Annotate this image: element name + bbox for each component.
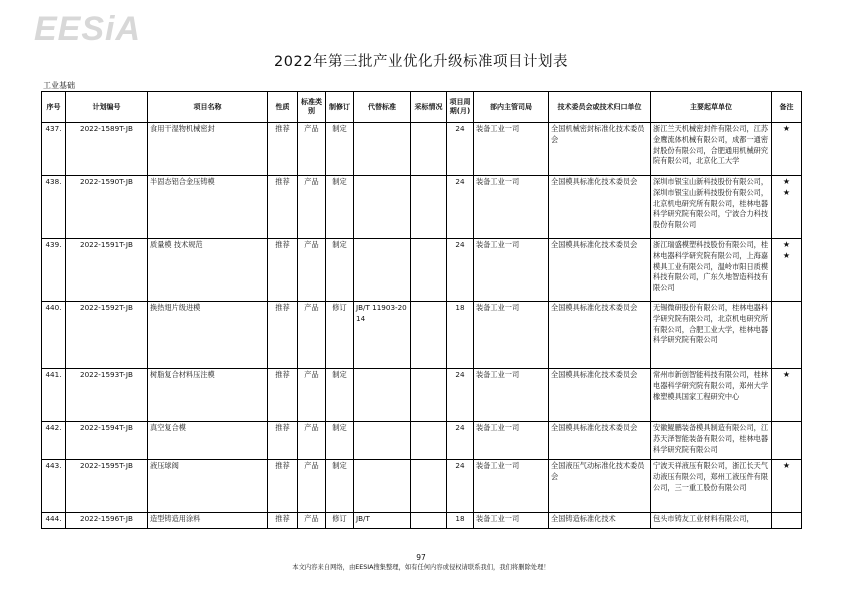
row-number: 443. bbox=[42, 460, 66, 513]
plan-number: 2022-1590T-JB bbox=[66, 176, 148, 239]
page-title: 2022年第三批产业优化升级标准项目计划表 bbox=[274, 54, 568, 70]
standard-type: 产品 bbox=[298, 460, 326, 513]
standards-table bbox=[41, 91, 802, 529]
section-label: 工业基础 bbox=[43, 81, 75, 90]
plan-number: 2022-1593T-JB bbox=[66, 369, 148, 422]
standard-type: 产品 bbox=[298, 302, 326, 369]
table-row bbox=[42, 460, 802, 513]
note-star: ★ bbox=[772, 369, 802, 422]
nature-cell: 推荐 bbox=[268, 176, 298, 239]
replaced-standard bbox=[354, 123, 411, 176]
replaced-standard bbox=[354, 460, 411, 513]
standard-type: 产品 bbox=[298, 369, 326, 422]
technical-committee: 全国模具标准化技术委员会 bbox=[549, 369, 651, 422]
project-name: 换热翅片级进模 bbox=[148, 302, 268, 369]
nature-cell: 推荐 bbox=[268, 513, 298, 529]
drafting-units: 常州市新创智能科技有限公司，桂林电器科学研究院有限公司，郑州大学橡塑模具国家工程研究中心 bbox=[651, 369, 772, 422]
column-header: 备注 bbox=[772, 92, 802, 123]
row-number: 437. bbox=[42, 123, 66, 176]
replaced-standard bbox=[354, 239, 411, 302]
column-header: 采标情况 bbox=[411, 92, 447, 123]
drafting-units: 无锡微研股份有限公司，桂林电器科学研究院有限公司，北京机电研究所有限公司，合肥工业大学，桂林电器科学研究院有限公司 bbox=[651, 302, 772, 369]
row-number: 440. bbox=[42, 302, 66, 369]
column-header: 技术委员会或技术归口单位 bbox=[549, 92, 651, 123]
project-name: 质量模 技术规范 bbox=[148, 239, 268, 302]
row-number: 439. bbox=[42, 239, 66, 302]
department: 装备工业一司 bbox=[474, 460, 549, 513]
adoption-status bbox=[411, 123, 447, 176]
replaced-standard bbox=[354, 422, 411, 460]
table-row bbox=[42, 123, 802, 176]
replaced-standard bbox=[354, 369, 411, 422]
technical-committee: 全国模具标准化技术委员会 bbox=[549, 422, 651, 460]
replaced-standard: JB/T 11903-2014 bbox=[354, 302, 411, 369]
drafting-units: 深圳市银宝山新科技股份有限公司，深圳市银宝山新科技股份有限公司，北京机电研究所有限公司，桂林电器科学研究院有限公司，宁波合力科技股份有限公司 bbox=[651, 176, 772, 239]
nature-cell: 推荐 bbox=[268, 460, 298, 513]
row-number: 442. bbox=[42, 422, 66, 460]
nature-cell: 推荐 bbox=[268, 302, 298, 369]
department: 装备工业一司 bbox=[474, 176, 549, 239]
project-name: 真空复合模 bbox=[148, 422, 268, 460]
technical-committee: 全国模具标准化技术委员会 bbox=[549, 239, 651, 302]
adoption-status bbox=[411, 369, 447, 422]
drafting-units: 浙江瑞盛模塑科技股份有限公司，桂林电器科学研究院有限公司，上海嘉模具工业有限公司，温岭市阳日质模科技有限公司，广东久地智造科技有限公司 bbox=[651, 239, 772, 302]
project-period: 18 bbox=[447, 513, 474, 529]
standard-type: 产品 bbox=[298, 513, 326, 529]
standard-type: 产品 bbox=[298, 123, 326, 176]
row-number: 438. bbox=[42, 176, 66, 239]
project-period: 24 bbox=[447, 239, 474, 302]
project-period: 24 bbox=[447, 422, 474, 460]
note-star bbox=[772, 422, 802, 460]
department: 装备工业一司 bbox=[474, 123, 549, 176]
adoption-status bbox=[411, 176, 447, 239]
footer-disclaimer: 本文内容来自网络，由EESIA搜集整理，如有任何内容或侵权请联系我们，我们将删除处理！ bbox=[292, 564, 550, 571]
column-header: 代替标准 bbox=[354, 92, 411, 123]
note-star: ★ bbox=[772, 460, 802, 513]
plan-number: 2022-1589T-JB bbox=[66, 123, 148, 176]
department: 装备工业一司 bbox=[474, 239, 549, 302]
note-star: ★ ★ bbox=[772, 176, 802, 239]
table-row bbox=[42, 176, 802, 239]
table-row bbox=[42, 302, 802, 369]
adoption-status bbox=[411, 239, 447, 302]
revision-type: 修订 bbox=[326, 302, 354, 369]
standard-type: 产品 bbox=[298, 176, 326, 239]
technical-committee: 全国模具标准化技术委员会 bbox=[549, 176, 651, 239]
column-header: 计划编号 bbox=[66, 92, 148, 123]
nature-cell: 推荐 bbox=[268, 369, 298, 422]
row-number: 441. bbox=[42, 369, 66, 422]
standard-type: 产品 bbox=[298, 422, 326, 460]
revision-type: 制定 bbox=[326, 176, 354, 239]
project-name: 半固态铝合金压铸模 bbox=[148, 176, 268, 239]
department: 装备工业一司 bbox=[474, 513, 549, 529]
technical-committee: 全国模具标准化技术委员会 bbox=[549, 302, 651, 369]
note-star bbox=[772, 513, 802, 529]
project-name: 食用干湿物机械密封 bbox=[148, 123, 268, 176]
adoption-status bbox=[411, 302, 447, 369]
note-star: ★ ★ bbox=[772, 239, 802, 302]
replaced-standard: JB/T bbox=[354, 513, 411, 529]
table-row bbox=[42, 422, 802, 460]
revision-type: 制定 bbox=[326, 239, 354, 302]
table-row bbox=[42, 369, 802, 422]
department: 装备工业一司 bbox=[474, 302, 549, 369]
table-row bbox=[42, 239, 802, 302]
nature-cell: 推荐 bbox=[268, 123, 298, 176]
project-period: 24 bbox=[447, 176, 474, 239]
project-period: 24 bbox=[447, 123, 474, 176]
department: 装备工业一司 bbox=[474, 422, 549, 460]
project-period: 24 bbox=[447, 460, 474, 513]
plan-number: 2022-1594T-JB bbox=[66, 422, 148, 460]
project-name: 造型铸造用涂料 bbox=[148, 513, 268, 529]
column-header: 性质 bbox=[268, 92, 298, 123]
project-period: 18 bbox=[447, 302, 474, 369]
nature-cell: 推荐 bbox=[268, 239, 298, 302]
technical-committee: 全国机械密封标准化技术委员会 bbox=[549, 123, 651, 176]
adoption-status bbox=[411, 513, 447, 529]
plan-number: 2022-1596T-JB bbox=[66, 513, 148, 529]
drafting-units: 浙江兰天机械密封件有限公司，江苏金鹰流体机械有限公司，成都一通密封股份有限公司，合肥通用机械研究院有限公司，北京化工大学 bbox=[651, 123, 772, 176]
project-period: 24 bbox=[447, 369, 474, 422]
page-number: 97 bbox=[416, 553, 426, 562]
plan-number: 2022-1592T-JB bbox=[66, 302, 148, 369]
plan-number: 2022-1591T-JB bbox=[66, 239, 148, 302]
column-header: 序号 bbox=[42, 92, 66, 123]
project-name: 液压球阀 bbox=[148, 460, 268, 513]
revision-type: 制定 bbox=[326, 422, 354, 460]
table-header-row bbox=[42, 92, 802, 123]
technical-committee: 全国液压气动标准化技术委员会 bbox=[549, 460, 651, 513]
eesia-logo: EESiA bbox=[34, 10, 142, 48]
replaced-standard bbox=[354, 176, 411, 239]
column-header: 部内主管司局 bbox=[474, 92, 549, 123]
revision-type: 制定 bbox=[326, 460, 354, 513]
drafting-units: 安徽鲲鹏装备模具制造有限公司，江苏天泽智能装备有限公司，桂林电器科学研究院有限公司 bbox=[651, 422, 772, 460]
technical-committee: 全国铸造标准化技术 bbox=[549, 513, 651, 529]
row-number: 444. bbox=[42, 513, 66, 529]
table-row bbox=[42, 513, 802, 529]
revision-type: 制定 bbox=[326, 123, 354, 176]
project-name: 树脂复合材料压注模 bbox=[148, 369, 268, 422]
adoption-status bbox=[411, 422, 447, 460]
column-header: 标准类别 bbox=[298, 92, 326, 123]
drafting-units: 包头市铸友工业材料有限公司， bbox=[651, 513, 772, 529]
note-star: ★ bbox=[772, 123, 802, 176]
drafting-units: 宁波天祥液压有限公司，浙江长天气动液压有限公司，郑州工液压件有限公司，三一重工股份有限公司 bbox=[651, 460, 772, 513]
note-star bbox=[772, 302, 802, 369]
adoption-status bbox=[411, 460, 447, 513]
column-header: 项目周期(月) bbox=[447, 92, 474, 123]
nature-cell: 推荐 bbox=[268, 422, 298, 460]
standard-type: 产品 bbox=[298, 239, 326, 302]
column-header: 主要起草单位 bbox=[651, 92, 772, 123]
column-header: 制修订 bbox=[326, 92, 354, 123]
column-header: 项目名称 bbox=[148, 92, 268, 123]
revision-type: 制定 bbox=[326, 369, 354, 422]
department: 装备工业一司 bbox=[474, 369, 549, 422]
revision-type: 修订 bbox=[326, 513, 354, 529]
plan-number: 2022-1595T-JB bbox=[66, 460, 148, 513]
